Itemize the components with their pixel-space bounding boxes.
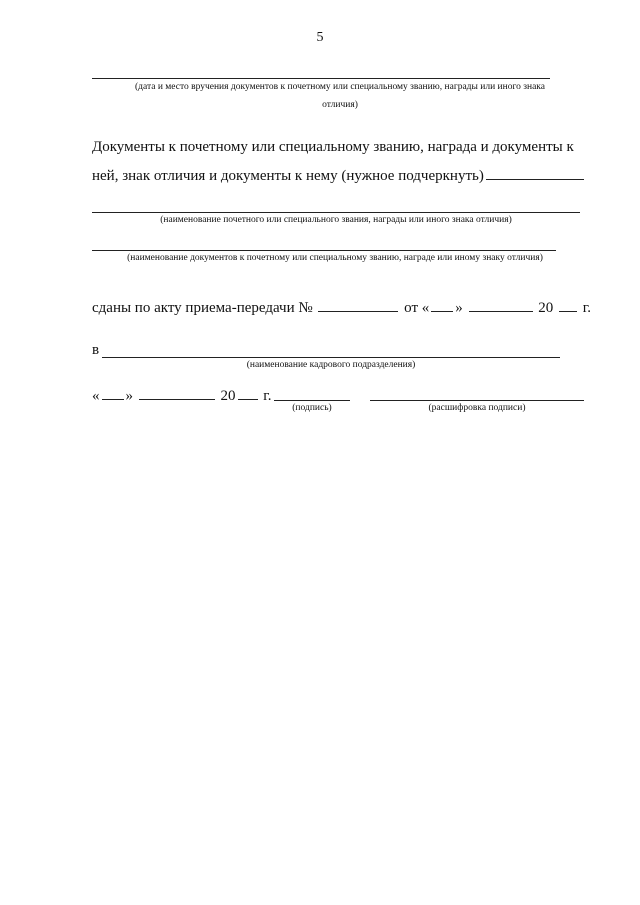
sign-day-blank xyxy=(102,386,124,400)
page-number: 5 xyxy=(316,30,324,45)
delivery-caption-line1: (дата и место вручения документов к почетному или специальному званию, награды или иного знака xyxy=(135,82,545,92)
sign-year-blank xyxy=(238,386,258,400)
act-year-suffix: г. xyxy=(582,300,591,316)
decryption-caption: (расшифровка подписи) xyxy=(428,403,526,413)
hr-department-line xyxy=(102,357,560,358)
act-quote-close: » xyxy=(455,300,463,316)
act-line xyxy=(92,298,591,317)
underline-choice-blank xyxy=(486,166,584,180)
documents-paragraph-line2-text: ней, знак отличия и документы к нему (нужное подчеркнуть) xyxy=(92,168,484,184)
hr-prefix: в xyxy=(92,342,100,358)
act-from-label: от « xyxy=(404,300,430,316)
signature-caption: (подпись) xyxy=(292,403,332,413)
sign-month-blank xyxy=(139,386,215,400)
documents-paragraph-line2 xyxy=(92,166,586,185)
documents-paragraph-line1: Документы к почетному или специальному званию, награда и документы к xyxy=(92,139,574,155)
sign-year-label: 20 xyxy=(220,388,236,404)
delivery-date-place-line xyxy=(92,78,550,79)
act-year-blank xyxy=(559,298,577,312)
documents-name-line xyxy=(92,250,556,251)
documents-name-caption: (наименование документов к почетному или специальному званию, награде или иному знаку отличия) xyxy=(127,253,543,263)
sign-year-suffix: г. xyxy=(263,388,272,404)
signature-date xyxy=(92,386,271,405)
sign-close-quote: » xyxy=(125,388,133,404)
award-name-caption: (наименование почетного или специального звания, награды или иного знака отличия) xyxy=(160,215,512,225)
signature-line xyxy=(274,400,350,401)
act-day-blank xyxy=(431,298,453,312)
act-number-blank xyxy=(318,298,398,312)
award-name-line xyxy=(92,212,580,213)
sign-open-quote: « xyxy=(92,388,100,404)
hr-department-caption: (наименование кадрового подразделения) xyxy=(246,360,416,370)
act-year-label: 20 xyxy=(538,300,554,316)
act-prefix: сданы по акту приема-передачи № xyxy=(92,300,313,316)
delivery-caption-line2: отличия) xyxy=(322,100,358,110)
decryption-line xyxy=(370,400,584,401)
act-month-blank xyxy=(469,298,533,312)
